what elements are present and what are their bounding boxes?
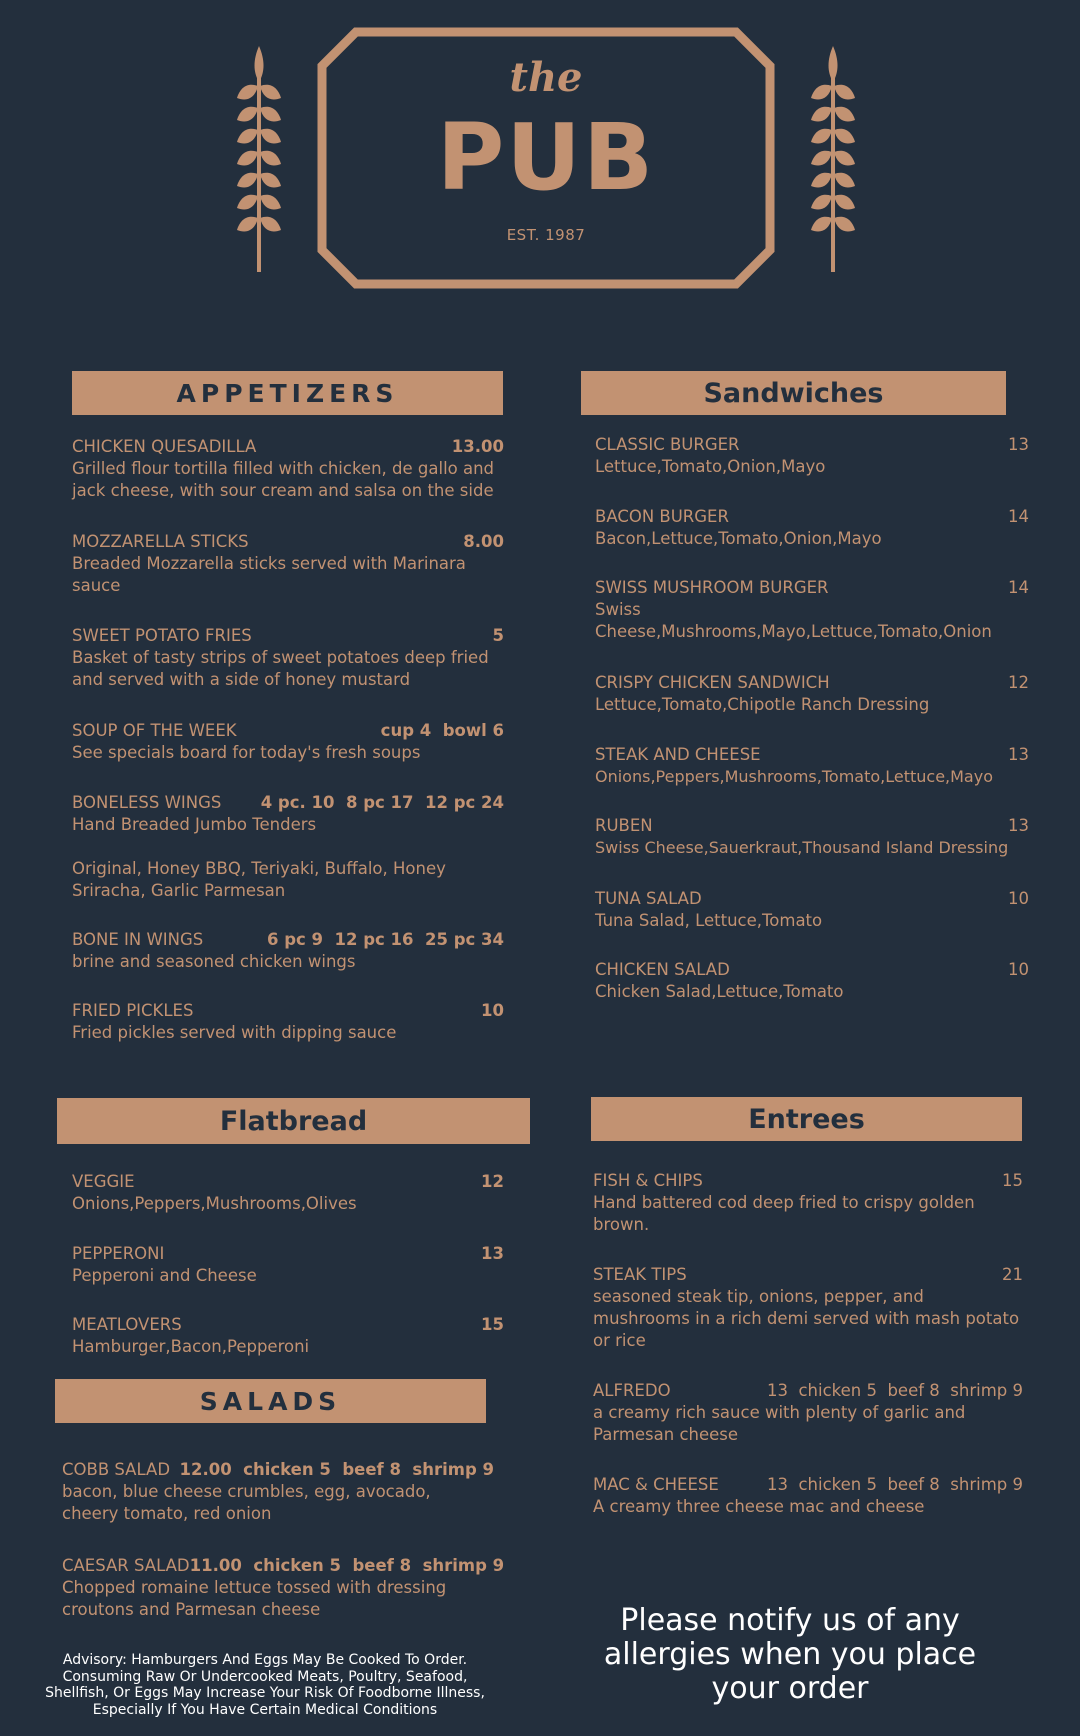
flatbread-header: [57, 1098, 530, 1144]
menu-item: [72, 1000, 504, 1044]
item-desc: Pepperoni and Cheese: [72, 1266, 257, 1285]
item-name: STEAK AND CHEESE: [595, 745, 761, 764]
item-name: CAESAR SALAD: [62, 1556, 190, 1575]
item-name: RUBEN: [595, 816, 653, 835]
item-desc: a creamy rich sauce with plenty of garlic and Parmesan cheese: [593, 1403, 966, 1444]
salads-title: SALADS: [199, 1386, 342, 1416]
menu-item: [72, 1243, 504, 1287]
item-name: BONE IN WINGS: [72, 930, 204, 949]
item-price: cup 4 bowl 6: [380, 721, 504, 740]
item-name: SWEET POTATO FRIES: [72, 626, 252, 645]
item-desc: Fried pickles served with dipping sauce: [72, 1023, 397, 1042]
item-name: TUNA SALAD: [595, 889, 702, 908]
item-name: MEATLOVERS: [72, 1315, 182, 1334]
item-price: 13: [481, 1244, 504, 1263]
item-price: 13: [1008, 435, 1029, 454]
sandwiches-title: Sandwiches: [703, 377, 884, 409]
menu-item: [72, 1171, 504, 1215]
item-desc: Hamburger,Bacon,Pepperoni: [72, 1337, 310, 1356]
menu-item: [72, 929, 504, 973]
item-desc: Hand Breaded Jumbo Tenders: [72, 815, 317, 834]
item-price: 13: [1008, 816, 1029, 835]
item-desc: Onions,Peppers,Mushrooms,Olives: [72, 1194, 357, 1213]
menu-item: [595, 672, 1029, 716]
item-price: 6 pc 9 12 pc 16 25 pc 34: [266, 930, 504, 949]
item-desc: See specials board for today's fresh soups: [72, 743, 421, 762]
item-desc: Bacon,Lettuce,Tomato,Onion,Mayo: [595, 529, 882, 548]
logo-est: EST. 1987: [506, 226, 586, 244]
item-name: MOZZARELLA STICKS: [72, 532, 249, 551]
sandwiches-header: [581, 371, 1006, 415]
item-desc: Onions,Peppers,Mushrooms,Tomato,Lettuce,Mayo: [595, 767, 993, 786]
item-name: BONELESS WINGS: [72, 793, 222, 812]
menu-item: [593, 1380, 1023, 1446]
menu-item: [72, 531, 504, 597]
entrees-title: Entrees: [748, 1103, 865, 1135]
item-name: SWISS MUSHROOM BURGER: [595, 578, 829, 597]
menu-item: [593, 1264, 1023, 1352]
menu-item: [62, 1555, 505, 1621]
menu-item: [72, 720, 504, 764]
item-desc: Chopped romaine lettuce tossed with dressing croutons and Parmesan cheese: [62, 1578, 447, 1619]
item-desc: Swiss Cheese,Mushrooms,Mayo,Lettuce,Tomato,Onion: [595, 600, 992, 641]
item-name: FISH & CHIPS: [593, 1171, 703, 1190]
menu-item: [72, 858, 472, 902]
menu-item: [72, 625, 504, 691]
menu-item: [595, 577, 1029, 643]
menu-item: [62, 1459, 494, 1525]
menu-item: [593, 1170, 1023, 1236]
item-desc: Hand battered cod deep fried to crispy golden brown.: [593, 1193, 975, 1234]
item-price: 4 pc. 10 8 pc 17 12 pc 24: [260, 793, 504, 812]
item-name: PEPPERONI: [72, 1244, 165, 1263]
item-name: VEGGIE: [72, 1172, 135, 1191]
item-name: CHICKEN QUESADILLA: [72, 437, 257, 456]
wheat-icon-right: [803, 46, 863, 272]
advisory-text: Advisory: Hamburgers And Eggs May Be Cooked To Order. Consuming Raw Or Undercooked Meats, Poultry, Seafood, Shellfish, Or Eggs May Increase Your Risk Of Foodborne Illness, Especially If You Have Certain Medical Conditions: [45, 1652, 485, 1718]
menu-item: [595, 434, 1029, 478]
menu-item: [595, 815, 1029, 859]
item-price: 10: [1008, 889, 1029, 908]
item-name: STEAK TIPS: [593, 1265, 687, 1284]
item-name: SOUP OF THE WEEK: [72, 721, 237, 740]
item-price: 13: [1008, 745, 1029, 764]
item-name: ALFREDO: [593, 1381, 671, 1400]
item-name: COBB SALAD: [62, 1460, 171, 1479]
item-price: 10: [1008, 960, 1029, 979]
item-price: 13 chicken 5 beef 8 shrimp 9: [766, 1475, 1023, 1494]
item-price: 8.00: [463, 532, 504, 551]
menu-item: [72, 792, 504, 836]
item-price: 14: [1008, 507, 1029, 526]
appetizers-header: [72, 371, 503, 415]
flatbread-title: Flatbread: [219, 1105, 368, 1137]
item-desc: brine and seasoned chicken wings: [72, 952, 356, 971]
item-desc: A creamy three cheese mac and cheese: [593, 1497, 925, 1516]
menu-item: [72, 436, 504, 502]
item-price: 15: [1002, 1171, 1023, 1190]
item-price: 13 chicken 5 beef 8 shrimp 9: [766, 1381, 1023, 1400]
wheat-icon-left: [229, 46, 289, 272]
item-price: 21: [1002, 1265, 1023, 1284]
item-desc: seasoned steak tip, onions, pepper, and mushrooms in a rich demi served with mash potato or rice: [593, 1287, 1020, 1350]
item-name: CRISPY CHICKEN SANDWICH: [595, 673, 830, 692]
item-desc: Basket of tasty strips of sweet potatoes deep fried and served with a side of honey mustard: [72, 648, 489, 689]
logo-the: the: [509, 54, 583, 101]
menu-item: [595, 506, 1029, 550]
item-name: MAC & CHEESE: [593, 1475, 719, 1494]
item-price: 10: [481, 1001, 504, 1020]
menu-item: [595, 888, 1029, 932]
item-name: BACON BURGER: [595, 507, 729, 526]
item-price: 12.00 chicken 5 beef 8 shrimp 9: [179, 1460, 494, 1479]
item-desc: Breaded Mozzarella sticks served with Marinara sauce: [72, 554, 466, 595]
item-desc: Lettuce,Tomato,Chipotle Ranch Dressing: [595, 695, 930, 714]
item-name: CLASSIC BURGER: [595, 435, 740, 454]
item-price: 15: [481, 1315, 504, 1334]
item-price: 13.00: [451, 437, 504, 456]
item-desc: Chicken Salad,Lettuce,Tomato: [595, 982, 844, 1001]
item-desc: Swiss Cheese,Sauerkraut,Thousand Island Dressing: [595, 838, 1009, 857]
item-price: 12: [1008, 673, 1029, 692]
item-name: FRIED PICKLES: [72, 1001, 194, 1020]
menu-item: [593, 1474, 1023, 1518]
menu-item: [595, 959, 1029, 1003]
item-desc: bacon, blue cheese crumbles, egg, avocado, cheery tomato, red onion: [62, 1482, 431, 1523]
menu-item: [595, 744, 1029, 788]
item-desc: Lettuce,Tomato,Onion,Mayo: [595, 457, 826, 476]
item-desc: Tuna Salad, Lettuce,Tomato: [595, 911, 823, 930]
item-price: 12: [481, 1172, 504, 1191]
item-price: 11.00 chicken 5 beef 8 shrimp 9: [189, 1556, 505, 1575]
item-name: CHICKEN SALAD: [595, 960, 730, 979]
allergy-notice: Please notify us of any allergies when you place your order: [603, 1603, 977, 1706]
logo-pub: PUB: [436, 104, 656, 211]
item-desc: Original, Honey BBQ, Teriyaki, Buffalo, Honey Sriracha, Garlic Parmesan: [72, 859, 446, 900]
entrees-header: [591, 1097, 1022, 1141]
appetizers-title: APPETIZERS: [176, 378, 399, 408]
menu-item: [72, 1314, 504, 1358]
item-price: 14: [1008, 578, 1029, 597]
item-price: 5: [492, 626, 504, 645]
item-desc: Grilled flour tortilla filled with chicken, de gallo and jack cheese, with sour cream and salsa on the side: [72, 459, 495, 500]
salads-header: [55, 1379, 486, 1423]
